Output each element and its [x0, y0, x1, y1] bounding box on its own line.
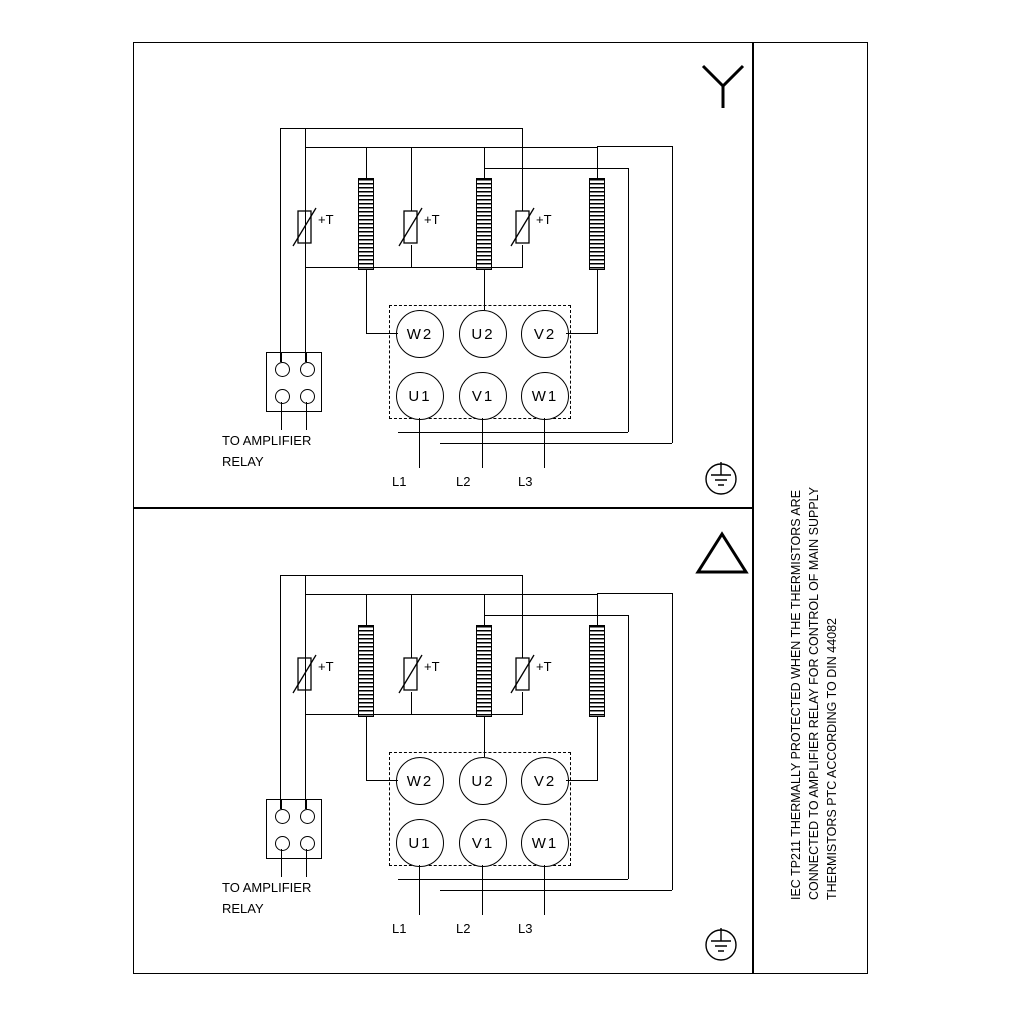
phase-label-l3-delta: L3 [518, 921, 533, 936]
terminal-u1-star: U1 [396, 372, 444, 420]
terminal-u1-delta: U1 [396, 819, 444, 867]
phase-label-l2-star: L2 [456, 474, 471, 489]
amplifier-terminal-dot-2-star [300, 362, 315, 377]
wire-amp-lead-2-star [306, 352, 307, 362]
phase-label-l2-delta: L2 [456, 921, 471, 936]
amplifier-terminal-dot-1-delta [275, 809, 290, 824]
amplifier-terminal-dot-4-delta [300, 836, 315, 851]
wire-star-bridge-2-star [440, 443, 672, 444]
terminal-u2-star: U2 [459, 310, 507, 358]
wire-t1-bot-delta [305, 692, 306, 809]
wire-l1-star [419, 418, 420, 468]
wire-star-right-1-star [628, 168, 629, 432]
amplifier-terminal-dot-3-star [275, 389, 290, 404]
thermistor-label-3-delta: +T [536, 659, 552, 674]
wire-coil3-to-v2-delta [566, 780, 598, 781]
wire-delta-right-top-2 [597, 593, 672, 594]
thermistor-label-1-delta: +T [318, 659, 334, 674]
wire-t2-bot-delta [411, 692, 412, 714]
phase-label-l1-delta: L1 [392, 921, 407, 936]
wire-coil3-bot-delta [597, 717, 598, 780]
note-line-3: THERMISTORS PTC ACCORDING TO DIN 44082 [825, 617, 839, 900]
wire-l1-delta [419, 865, 420, 915]
terminal-u2-delta: U2 [459, 757, 507, 805]
wire-delta-right-1 [628, 615, 629, 879]
wire-star-right-top-1-star [484, 168, 628, 169]
wire-t2-top-delta [411, 594, 412, 658]
wire-coil1-to-w2-delta [366, 780, 398, 781]
wire-delta-bridge-2-delta [440, 890, 672, 891]
terminal-v1-star: V1 [459, 372, 507, 420]
wire-amp-lead-4-delta [306, 849, 307, 877]
wire-thermistor-bus-a-star [280, 128, 281, 362]
wire-star-right-top-2-star [597, 146, 672, 147]
wire-delta-right-top-1 [484, 615, 628, 616]
wire-coil1-bot-delta [366, 717, 367, 780]
wire-t-bottom-bus-star [305, 267, 523, 268]
wire-star-right-2-star [672, 146, 673, 443]
thermistor-label-2-star: +T [424, 212, 440, 227]
terminal-w1-star: W1 [521, 372, 569, 420]
wire-coil-top-bus-star [366, 147, 598, 148]
amplifier-terminal-dot-2-delta [300, 809, 315, 824]
wire-coil3-to-v2-star [566, 333, 598, 334]
thermistor-label-2-delta: +T [424, 659, 440, 674]
wire-coil3-bot-star [597, 270, 598, 333]
wire-coil-top-bus-delta [366, 594, 598, 595]
wire-amp-lead-2-delta [306, 799, 307, 809]
wire-coil2-top-delta [484, 594, 485, 626]
wire-t1-top-delta [305, 594, 306, 658]
wire-amp-lead-3-star [281, 402, 282, 430]
note-line-2: CONNECTED TO AMPLIFIER RELAY FOR CONTROL OF MAIN SUPPLY [807, 486, 821, 900]
earth-ground-symbol-delta [698, 924, 744, 966]
wire-amp-lead-3-delta [281, 849, 282, 877]
phase-label-l1-star: L1 [392, 474, 407, 489]
wire-thermistor-bus-a-delta [280, 575, 281, 809]
winding-coil-3-delta [589, 625, 605, 717]
wire-coil1-bot-star [366, 270, 367, 333]
wire-thermistor-top-a-delta [280, 575, 522, 576]
wire-delta-right-2 [672, 593, 673, 890]
amplifier-terminal-box-star [266, 352, 322, 412]
wire-coil1-top-star [366, 147, 367, 179]
amplifier-terminal-box-delta [266, 799, 322, 859]
wire-t3-bot-delta [522, 692, 523, 714]
amplifier-label-line1-star: TO AMPLIFIER [222, 433, 312, 448]
winding-coil-2-star [476, 178, 492, 270]
winding-coil-3-star [589, 178, 605, 270]
wire-amp-lead-1-delta [281, 799, 282, 809]
wye-symbol [697, 60, 749, 112]
wire-t2-bot-star [411, 245, 412, 267]
wire-coil3-top-delta [597, 594, 598, 626]
winding-coil-1-delta [358, 625, 374, 717]
amplifier-label-line2-star: RELAY [222, 454, 264, 469]
delta-symbol [694, 530, 750, 576]
wire-t3-top-delta [522, 575, 523, 658]
phase-label-l3-star: L3 [518, 474, 533, 489]
wire-amp-lead-4-star [306, 402, 307, 430]
wire-thermistor-top-a-star [280, 128, 522, 129]
note-line-1: IEC TP211 THERMALLY PROTECTED WHEN THE THERMISTORS ARE [789, 489, 803, 900]
wire-amp-lead-1-star [281, 352, 282, 362]
wire-coil2-top-star [484, 147, 485, 179]
wire-delta-bridge-1-delta [398, 879, 628, 880]
wire-t2-top-star [411, 147, 412, 211]
wire-t-bottom-bus-delta [305, 714, 523, 715]
wire-coil2-bot-delta [484, 717, 485, 757]
terminal-v2-star: V2 [521, 310, 569, 358]
wire-coil1-top-delta [366, 594, 367, 626]
amplifier-terminal-dot-1-star [275, 362, 290, 377]
wire-coil3-top-star [597, 147, 598, 179]
terminal-w2-star: W2 [396, 310, 444, 358]
wire-coil2-bot-star [484, 270, 485, 310]
winding-coil-2-delta [476, 625, 492, 717]
thermistor-label-3-star: +T [536, 212, 552, 227]
terminal-w2-delta: W2 [396, 757, 444, 805]
amplifier-label-line1-delta: TO AMPLIFIER [222, 880, 312, 895]
amplifier-label-line2-delta: RELAY [222, 901, 264, 916]
wire-t3-top-star [522, 128, 523, 211]
wire-star-bridge-1-star [398, 432, 628, 433]
winding-coil-1-star [358, 178, 374, 270]
amplifier-terminal-dot-4-star [300, 389, 315, 404]
wire-coil1-to-w2-star [366, 333, 398, 334]
thermistor-label-1-star: +T [318, 212, 334, 227]
terminal-w1-delta: W1 [521, 819, 569, 867]
amplifier-terminal-dot-3-delta [275, 836, 290, 851]
earth-ground-symbol-star [698, 458, 744, 500]
wire-t3-bot-star [522, 245, 523, 267]
wire-t1-bot-star [305, 245, 306, 362]
terminal-v1-delta: V1 [459, 819, 507, 867]
wire-t1-top-star [305, 147, 306, 211]
terminal-v2-delta: V2 [521, 757, 569, 805]
